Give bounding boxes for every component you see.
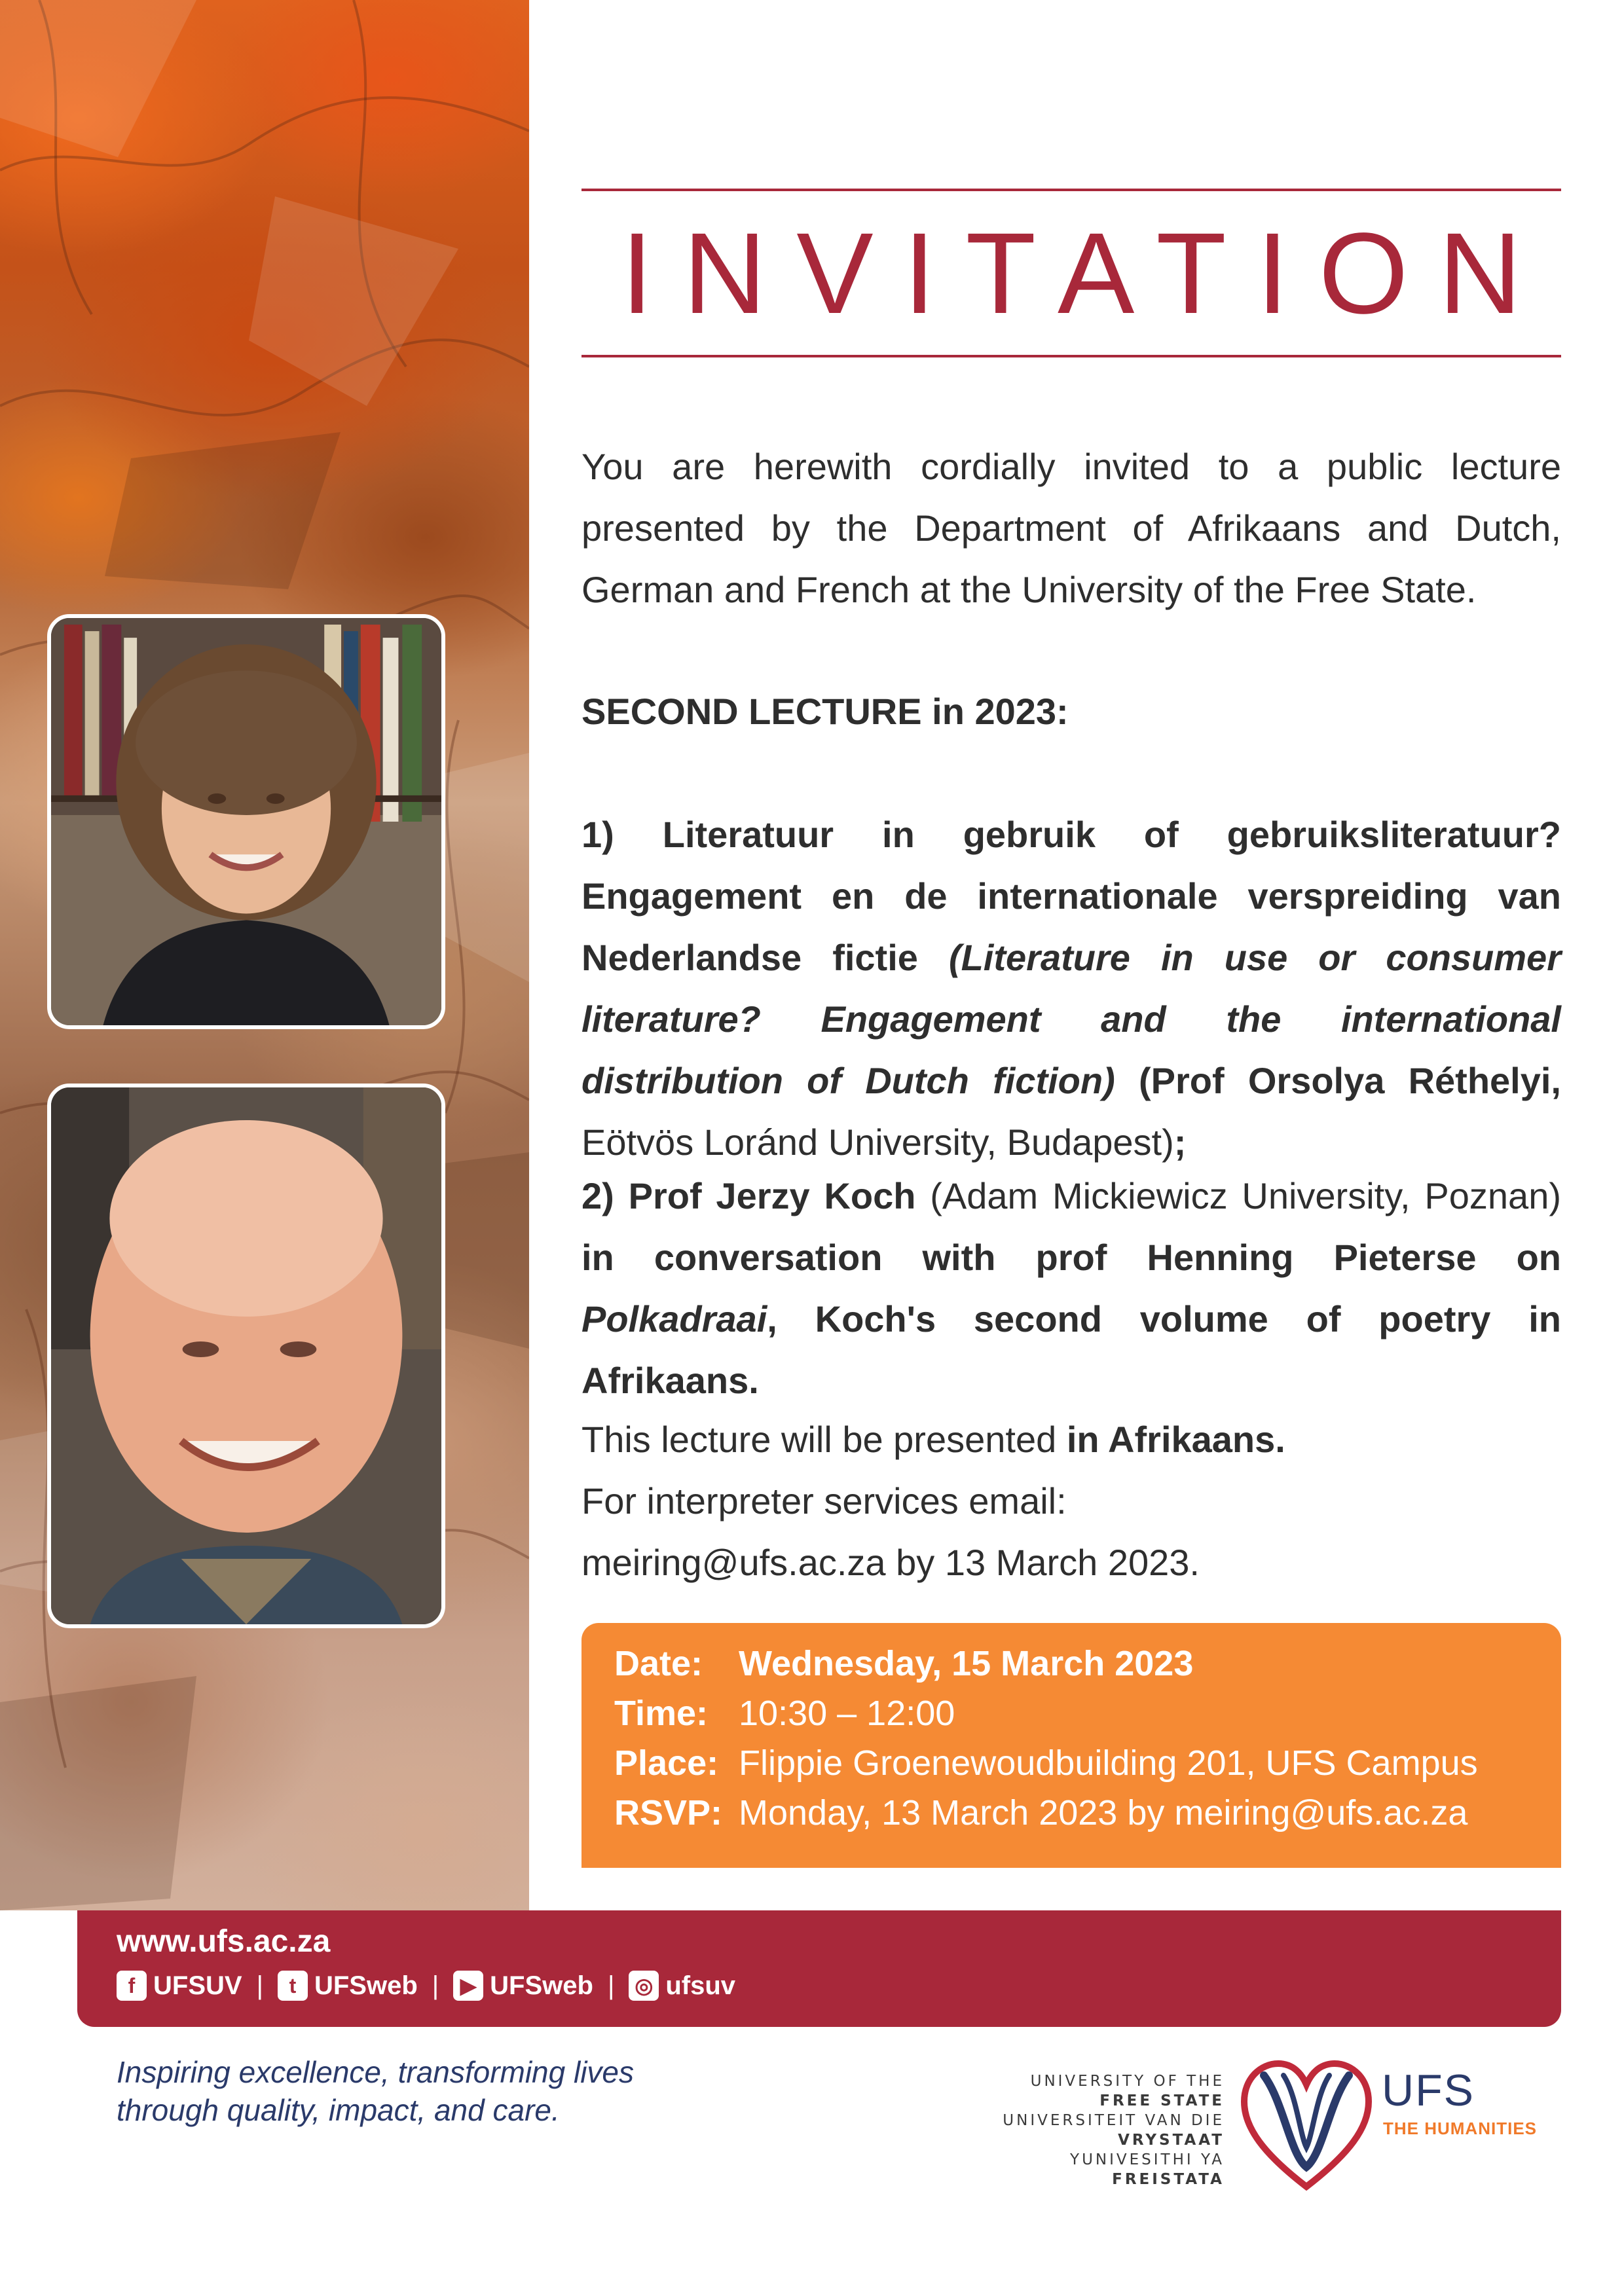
item-1-speaker: (Prof Orsolya Réthelyi, — [1138, 1060, 1561, 1101]
speaker-photo-orsolya — [47, 614, 445, 1029]
date-label: Date: — [614, 1644, 703, 1683]
language-line-1 — [581, 1409, 1561, 1470]
ufs-heart-logo-icon — [1238, 2056, 1375, 2193]
tagline-line-1: Inspiring excellence, transforming lives — [117, 2055, 635, 2089]
portrait-man-icon — [51, 1087, 441, 1624]
social-twitter[interactable] — [278, 1971, 418, 2001]
item-1-end: ; — [1173, 1121, 1187, 1163]
item-2-number: 2) — [581, 1175, 614, 1216]
date-value: Wednesday, 15 March 2023 — [739, 1644, 1194, 1683]
item-2-conversation: in conversation with prof Henning Pieterse on — [581, 1237, 1561, 1278]
logo-line-5: YUNIVESITHI YA — [1070, 2151, 1225, 2168]
speaker-photo-jerzy — [47, 1084, 445, 1628]
title-rule-bottom — [581, 355, 1561, 357]
twitter-handle: UFSweb — [314, 1971, 418, 2000]
footer-band — [77, 1910, 1561, 2027]
social-youtube[interactable] — [453, 1971, 593, 2001]
item-2-speaker: Prof Jerzy Koch — [628, 1175, 916, 1216]
item-1-title-nl: Literatuur in gebruik of gebruiksliteratuur? Engagement en de internationale verspreiding van Nederlandse fictie — [581, 814, 1561, 978]
facebook-icon: f — [117, 1971, 147, 2001]
social-links — [117, 1971, 735, 2001]
youtube-handle: UFSweb — [490, 1971, 593, 2000]
lecture-item-2 — [581, 1165, 1561, 1412]
university-name-block — [884, 2071, 1225, 2189]
logo-line-2: FREE STATE — [1099, 2092, 1225, 2109]
item-2-rest: , Koch's second volume of poetry in Afrikaans. — [581, 1298, 1561, 1401]
portrait-woman-icon — [51, 618, 441, 1025]
interpreter-email-line: meiring@ufs.ac.za by 13 March 2023. — [581, 1542, 1200, 1583]
item-1-title-en: (Literature in use or consumer literature? Engagement and the international distribution of Dutch fiction) — [581, 937, 1561, 1101]
detail-row-place — [614, 1738, 1528, 1788]
language-value: in Afrikaans. — [1066, 1419, 1285, 1460]
twitter-icon: t — [278, 1971, 308, 2001]
time-label: Time: — [614, 1694, 709, 1733]
logo-ufs-wordmark: UFS — [1382, 2066, 1475, 2115]
tagline-line-2: through quality, impact, and care. — [117, 2093, 560, 2127]
time-value: 10:30 – 12:00 — [739, 1694, 955, 1733]
item-2-affiliation: (Adam Mickiewicz University, Poznan) — [930, 1175, 1561, 1216]
social-facebook[interactable] — [117, 1971, 242, 2001]
place-label: Place: — [614, 1743, 719, 1783]
second-lecture-heading: SECOND LECTURE in 2023: — [581, 691, 1069, 732]
instagram-handle: ufsuv — [665, 1971, 736, 2000]
detail-row-time — [614, 1688, 1528, 1738]
logo-line-6: FREISTATA — [1112, 2171, 1225, 2188]
item-1-affiliation: Eötvös Loránd University, Budapest) — [581, 1121, 1174, 1163]
logo-line-3: UNIVERSITEIT VAN DIE — [1003, 2112, 1225, 2129]
place-value: Flippie Groenewoudbuilding 201, UFS Campus — [739, 1743, 1478, 1783]
website-link[interactable]: www.ufs.ac.za — [117, 1924, 331, 1959]
page-title: INVITATION — [621, 210, 1552, 338]
instagram-icon: ◎ — [629, 1971, 659, 2001]
intro-paragraph: You are herewith cordially invited to a public lecture presented by the Department of Afrikaans and Dutch, German and French at the University of the Free State. — [581, 446, 1561, 610]
rsvp-value: Monday, 13 March 2023 by meiring@ufs.ac.za — [739, 1793, 1468, 1832]
rsvp-label: RSVP: — [614, 1793, 723, 1832]
event-details-box — [581, 1623, 1561, 1868]
item-2-book: Polkadraai — [581, 1298, 767, 1339]
interpreter-line: For interpreter services email: — [581, 1480, 1067, 1522]
separator: | — [256, 1971, 263, 2000]
logo-line-4: VRYSTAAT — [1118, 2132, 1225, 2149]
facebook-handle: UFSUV — [153, 1971, 242, 2000]
language-note — [581, 1409, 1561, 1594]
detail-row-rsvp — [614, 1788, 1528, 1838]
language-prefix: This lecture will be presented — [581, 1419, 1057, 1460]
logo-line-1: UNIVERSITY OF THE — [1030, 2073, 1225, 2090]
detail-row-date — [614, 1639, 1528, 1688]
item-1-number: 1) — [581, 814, 614, 855]
logo-faculty-name: THE HUMANITIES — [1383, 2119, 1537, 2138]
lecture-item-1 — [581, 804, 1561, 1173]
separator: | — [607, 1971, 615, 2000]
youtube-icon: ▶ — [453, 1971, 483, 2001]
tagline — [117, 2053, 771, 2129]
social-instagram[interactable] — [629, 1971, 735, 2001]
title-rule-top — [581, 189, 1561, 191]
separator: | — [432, 1971, 439, 2000]
